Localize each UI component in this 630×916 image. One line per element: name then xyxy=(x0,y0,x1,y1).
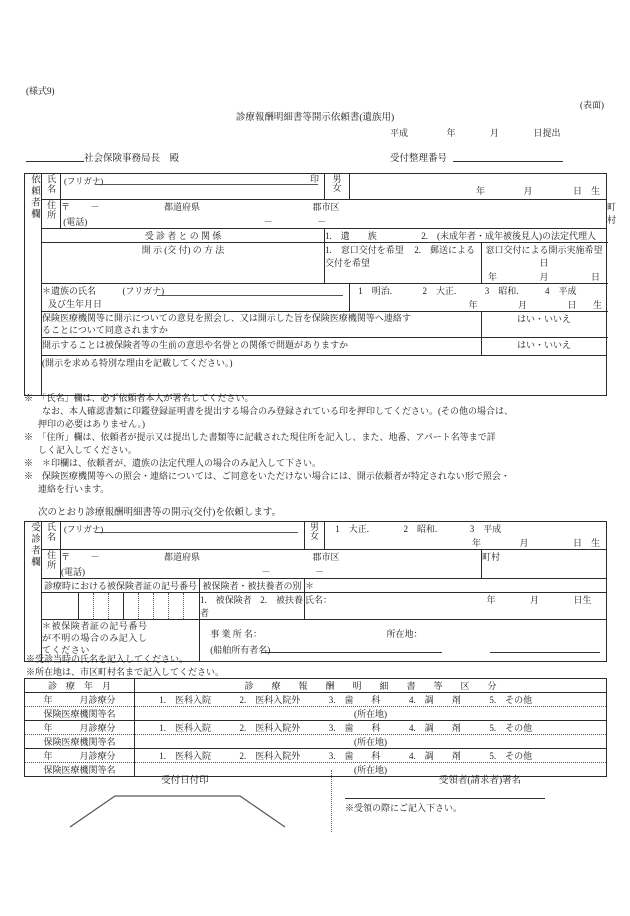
cert-grid-box-3[interactable] xyxy=(108,593,123,619)
patient-phone-label: (電話) xyxy=(61,567,85,577)
applicant-address-row xyxy=(25,200,607,229)
patient-era-1[interactable]: 1 大正. xyxy=(335,524,370,534)
cert-header-row xyxy=(25,579,607,593)
receiver-signature-label: 受領者(請求者)署名 xyxy=(438,776,522,786)
patient-name-row xyxy=(25,522,607,550)
unknown-note-line3: てください xyxy=(42,645,91,656)
note-line-6: ※ ＊印欄は、依頼者が、遺族の法定代理人の場合のみ記入して下さい。 xyxy=(24,458,322,469)
cert-grid-box-5[interactable] xyxy=(138,593,153,619)
claim-inst-location-1[interactable]: (所在地) xyxy=(135,707,607,721)
patient-bd-year: 年 xyxy=(471,538,481,548)
bereaved-era-day: 日 xyxy=(567,300,577,310)
claim-period-row xyxy=(25,721,607,735)
cert-grid-row xyxy=(25,593,607,620)
applicant-phone-dash2: － xyxy=(317,217,327,227)
receiver-signature-area[interactable] xyxy=(345,772,615,814)
desired-day: 日 xyxy=(591,272,601,282)
patient-town-cell[interactable] xyxy=(482,550,607,579)
bereaved-name-label-2: 及び生年月日 xyxy=(48,299,103,309)
desired-year: 年 xyxy=(487,272,497,282)
consent-answer-cell[interactable]: はい・いいえ xyxy=(482,312,607,338)
applicant-birth-year: 年 xyxy=(475,186,485,196)
bereaved-era-1[interactable]: 1 明治. xyxy=(358,286,393,296)
patient-table xyxy=(24,521,607,662)
patient-phone-dash2: － xyxy=(315,567,325,577)
relation-options-cell[interactable] xyxy=(325,229,607,243)
claim-opt3-r2[interactable]: 3. 歯 科 xyxy=(328,723,381,733)
receiver-signature-rule[interactable] xyxy=(345,798,545,799)
unknown-note-line2: が不明の場合のみ記入し xyxy=(42,633,148,644)
submit-year-label: 年 xyxy=(446,128,456,138)
bereaved-name-cell[interactable] xyxy=(42,284,350,312)
office-name-label: 事 業 所 名： xyxy=(210,629,263,639)
applicant-name-rule xyxy=(95,184,318,185)
claim-period-label-1[interactable]: 年 月診療分 xyxy=(25,693,135,707)
claim-inst-label-3: 保険医療機関等名 xyxy=(25,763,135,777)
receipt-stamp-label: 受付日付印 xyxy=(161,776,209,786)
patient-era-2[interactable]: 2 昭和. xyxy=(403,524,438,534)
reason-row xyxy=(25,356,607,396)
method-option-1[interactable]: 1. 窓口交付を希望 xyxy=(325,245,404,255)
applicant-table xyxy=(24,173,617,396)
note-line-3: 押印の必要はありません。) xyxy=(38,419,146,430)
claim-options-1[interactable] xyxy=(135,693,607,707)
cert-no-grid-cell[interactable] xyxy=(42,593,200,620)
bereaved-era-month: 月 xyxy=(517,300,527,310)
applicant-seal-label: 印 xyxy=(309,174,319,184)
patient-prefecture-label: 都道府県 xyxy=(164,552,201,562)
desired-date-cell[interactable] xyxy=(482,243,607,284)
honor-answer-cell[interactable]: はい・いいえ xyxy=(482,338,607,356)
claim-period-row xyxy=(25,693,607,707)
bereaved-era-3[interactable]: 3 昭和. xyxy=(484,286,519,296)
claim-options-3[interactable] xyxy=(135,749,607,763)
consent-question-line1: 保険医療機関等に開示についての意見を照会し、又は開示した旨を保険医療機関等へ連絡す xyxy=(42,313,411,323)
desired-date-label: 窓口交付による開示実施希望日 xyxy=(485,245,603,268)
claim-opt4-r2[interactable]: 4. 調 剤 xyxy=(409,723,461,733)
honor-question-cell: 開示することは被保険者等の生前の意思や名誉との関係で問題がありますか xyxy=(42,338,482,356)
reason-cell[interactable] xyxy=(42,356,607,396)
office-name-rule xyxy=(262,652,442,653)
applicant-furigana-label: (フリガナ) xyxy=(64,176,104,186)
claim-col1-header: 診 療 年 月 xyxy=(25,679,135,693)
applicant-city-label: 郡市区 xyxy=(312,202,340,212)
patient-name-rule xyxy=(95,532,298,533)
visit-bd-month: 月 xyxy=(530,595,540,605)
applicant-birth-day: 日 生 xyxy=(573,186,601,196)
claim-institution-row xyxy=(25,735,607,749)
note-line-8: 連絡を行います。 xyxy=(38,484,110,495)
relation-option-2[interactable]: 2. (未成年者・成年被後見人)の法定代理人 xyxy=(421,231,597,241)
patient-address-label: 住所 xyxy=(42,550,61,579)
applicant-phone-label: (電話) xyxy=(63,217,88,227)
cert-no-grid[interactable] xyxy=(42,593,199,619)
reason-label: (開示を求める特別な理由を記載してください。) xyxy=(42,358,233,368)
cert-no-label: 診療時における被保険者証の記号番号 xyxy=(42,579,200,593)
patient-birthdate-cell[interactable] xyxy=(325,522,607,550)
note-line-1: ※ 「氏名」欄は、必ず依頼者本人が署名してください。 xyxy=(24,393,254,403)
bereaved-era-year: 年 xyxy=(468,300,478,310)
patient-bd-day: 日 生 xyxy=(573,538,601,548)
footer-divider xyxy=(331,770,332,832)
cert-grid-box-7[interactable] xyxy=(169,593,184,619)
claim-inst-label-2: 保険医療機関等名 xyxy=(25,735,135,749)
addressee-line xyxy=(26,150,179,164)
bereaved-name-row xyxy=(25,284,607,312)
applicant-relation-row xyxy=(25,229,607,243)
star-mark: ＊ xyxy=(305,581,315,591)
bereaved-era-4[interactable]: 4 平成 xyxy=(545,286,577,296)
claim-opt3-r3[interactable]: 3. 歯 科 xyxy=(328,751,381,761)
receipt-stamp-bracket-icon xyxy=(40,782,330,832)
applicant-prefecture-label: 都道府県 xyxy=(164,202,201,212)
patient-city-label: 郡市区 xyxy=(312,552,340,562)
method-option-2[interactable]: 2. 郵送による交付を希望 xyxy=(325,245,476,268)
category-label: 被保険者・被扶養者の別 xyxy=(200,579,305,593)
claim-inst-location-3[interactable]: (所在地) xyxy=(135,763,607,777)
claim-opt4-r1[interactable]: 4. 調 剤 xyxy=(409,695,461,705)
cert-grid-box-4[interactable] xyxy=(123,593,138,619)
cert-grid-symbol[interactable] xyxy=(42,593,78,619)
office-location-rule xyxy=(490,652,600,653)
patient-bd-month: 月 xyxy=(519,538,529,548)
unknown-note-line1: ＊被保険者証の記号番号 xyxy=(42,621,148,631)
claim-opt1-r2[interactable]: 1. 医科入院 xyxy=(159,723,212,733)
claim-institution-row xyxy=(25,707,607,721)
receiver-signature-note: ※受領の際にご記入下さい。 xyxy=(345,803,463,813)
claim-period-label-2[interactable]: 年 月診療分 xyxy=(25,721,135,735)
consent-question-cell xyxy=(42,312,482,338)
cert-grid-box-8[interactable] xyxy=(184,593,199,619)
office-location-label: 所在地： xyxy=(386,629,423,639)
claim-opt1-r1[interactable]: 1. 医科入院 xyxy=(159,695,212,705)
applicant-town-label: 町村 xyxy=(607,202,617,225)
claim-period-row xyxy=(25,749,607,763)
claim-opt5-r2[interactable]: 5. その他 xyxy=(489,723,533,733)
bereaved-name-label-1: ＊遺族の氏名 xyxy=(42,286,97,296)
patient-name-label: 氏名 xyxy=(42,522,61,550)
bereaved-era-cell[interactable] xyxy=(350,284,607,312)
consent-question-line2: ることについて同意されますか xyxy=(42,325,168,336)
patient-phone-dash1: － xyxy=(261,567,271,577)
lead-sentence: 次のとおり診療報酬明細書等の開示(交付)を依頼します。 xyxy=(38,508,282,518)
bereaved-name-rule xyxy=(157,295,343,296)
cert-grid-box-6[interactable] xyxy=(153,593,168,619)
patient-side-label: 受診者欄 xyxy=(25,522,42,662)
applicant-address-label: 住所 xyxy=(42,200,61,229)
note-line-4: ※ 「住所」欄は、依頼者が提示又は提出した書類等に記載された現住所を記入し、また、地番、アパート名等まで詳 xyxy=(24,432,496,443)
ship-owner-label: (船舶所有者名) xyxy=(210,645,271,655)
claim-opt2-r2[interactable]: 2. 医科入院外 xyxy=(239,723,301,733)
applicant-sex-cell[interactable]: 男女 xyxy=(325,174,350,200)
claim-inst-label-1: 保険医療機関等名 xyxy=(25,707,135,721)
receipt-stamp-area[interactable] xyxy=(40,772,330,832)
page-side-label: (表面) xyxy=(580,100,604,110)
patient-note-1: ※受診当時の氏名を記入してください。 xyxy=(26,654,189,664)
claim-period-label-3[interactable]: 年 月診療分 xyxy=(25,749,135,763)
applicant-postal-mark: 〒 xyxy=(61,202,71,212)
receipt-number-line xyxy=(390,150,563,164)
applicant-address-cell[interactable] xyxy=(61,200,607,229)
submit-era-label: 平成 xyxy=(390,128,409,138)
category-options-cell[interactable] xyxy=(200,593,305,620)
patient-furigana-label: (フリガナ) xyxy=(64,524,104,534)
addressee-label: 社会保険事務局長 殿 xyxy=(84,154,180,164)
applicant-name-label: 氏名 xyxy=(42,174,61,200)
category-option-1[interactable]: 1. 被保険者 xyxy=(200,595,252,605)
applicant-name-input-cell[interactable] xyxy=(61,174,325,200)
name-field-label: 氏名： xyxy=(305,595,333,605)
patient-era-3[interactable]: 3 平成 xyxy=(469,524,502,534)
submit-month-label: 月 xyxy=(490,128,500,138)
desired-month: 月 xyxy=(539,272,549,282)
receipt-number-blank[interactable] xyxy=(453,151,563,162)
patient-town-label: 町村 xyxy=(482,552,501,562)
claim-opt1-r3[interactable]: 1. 医科入院 xyxy=(159,751,212,761)
note-line-5: しく記入してください。 xyxy=(38,445,138,456)
claim-opt3-r1[interactable]: 3. 歯 科 xyxy=(328,695,381,705)
claim-options-2[interactable] xyxy=(135,721,607,735)
addressee-blank[interactable] xyxy=(26,151,84,162)
patient-name-input-cell[interactable] xyxy=(61,522,305,550)
bereaved-era-2[interactable]: 2 大正. xyxy=(422,286,457,296)
note-line-2: なお、本人確認書類に印鑑登録証明書を提出する場合のみ登録されている印を押印してください。(その他の場合は、 xyxy=(24,406,514,417)
honor-row xyxy=(25,338,607,356)
relation-option-1[interactable]: 1. 遺 族 xyxy=(325,231,377,241)
applicant-notes xyxy=(24,392,614,496)
receipt-number-label: 受付整理番号 xyxy=(390,154,448,164)
patient-name-at-visit-cell[interactable] xyxy=(305,593,607,620)
bereaved-furigana-label: (フリガナ) xyxy=(122,286,165,296)
office-info-cell[interactable] xyxy=(200,620,607,662)
patient-note-2: ※所在地は、市区町村名まで記入してください。 xyxy=(26,667,225,677)
cert-grid-box-1[interactable] xyxy=(78,593,93,619)
applicant-phone-dash1: － xyxy=(263,217,273,227)
applicant-method-row xyxy=(25,243,607,284)
consent-row xyxy=(25,312,607,338)
claim-header-row xyxy=(25,679,607,693)
claim-col2-header: 診 療 報 酬 明 細 書 等 区 分 xyxy=(135,679,607,693)
patient-sex-cell[interactable]: 男女 xyxy=(305,522,325,550)
note-line-7: ※ 保険医療機関等への照会・連絡については、ご同意をいただけない場合には、開示依頼者が特定されない形で照会・ xyxy=(24,471,510,482)
submit-day-label: 日提出 xyxy=(533,128,561,138)
star-cell xyxy=(305,579,607,593)
claim-opt2-r1[interactable]: 2. 医科入院外 xyxy=(239,695,301,705)
applicant-postal-dash: － xyxy=(90,202,100,212)
claim-opt4-r3[interactable]: 4. 調 剤 xyxy=(409,751,461,761)
claim-inst-location-2[interactable]: (所在地) xyxy=(135,735,607,749)
patient-address-row xyxy=(25,550,607,579)
form-code: (様式9) xyxy=(26,86,55,96)
relation-label: 受 診 者 と の 関 係 xyxy=(42,229,325,243)
method-options-cell[interactable] xyxy=(325,243,482,284)
applicant-birthdate-cell[interactable] xyxy=(350,174,607,200)
submission-date-line xyxy=(390,126,600,139)
category-option-2[interactable]: 2. 被扶養者 xyxy=(200,595,304,618)
visit-bd-day: 日生 xyxy=(573,595,592,605)
claim-opt5-r1[interactable]: 5. その他 xyxy=(489,695,533,705)
applicant-name-row xyxy=(25,174,607,200)
document-title: 診療報酬明細書等開示依頼書(遺族用) xyxy=(235,113,395,123)
patient-postal-mark: 〒 xyxy=(61,552,71,562)
claim-table xyxy=(24,678,607,777)
patient-postal-dash: － xyxy=(90,552,100,562)
visit-bd-year: 年 xyxy=(486,595,496,605)
claim-opt2-r3[interactable]: 2. 医科入院外 xyxy=(239,751,301,761)
claim-opt5-r3[interactable]: 5. その他 xyxy=(489,751,533,761)
applicant-side-label: 依頼者欄 xyxy=(25,174,42,396)
patient-address-cell[interactable] xyxy=(61,550,482,579)
method-label: 開 示 (交 付) の 方 法 xyxy=(42,243,325,284)
applicant-birth-month: 月 xyxy=(523,186,533,196)
cert-grid-box-2[interactable] xyxy=(93,593,108,619)
bereaved-era-birth: 生 xyxy=(593,300,603,310)
